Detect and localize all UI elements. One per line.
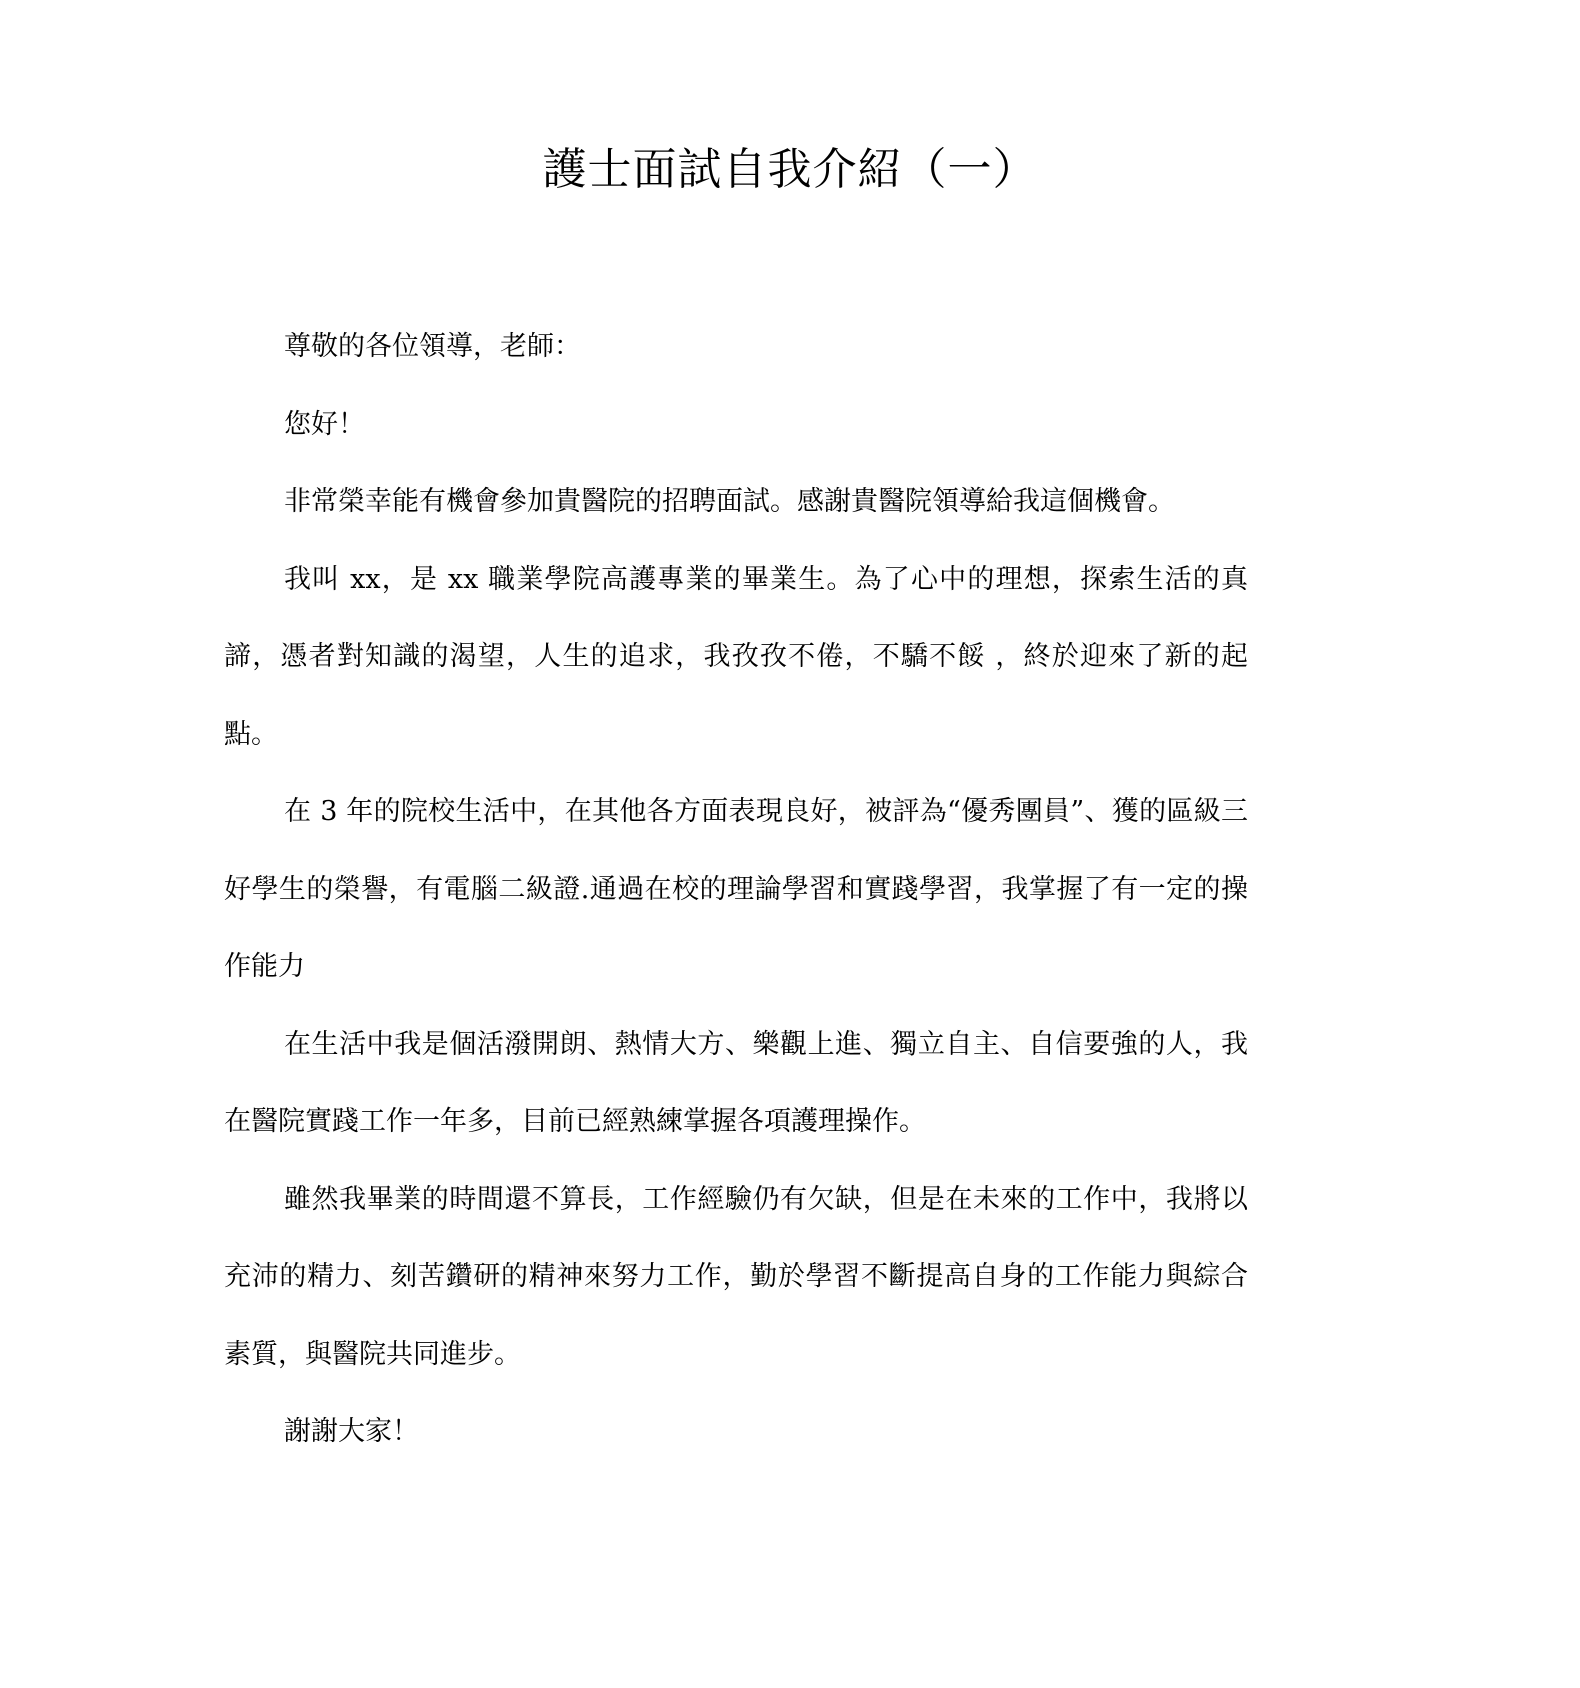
document-body	[224, 308, 1248, 1471]
salutation: 尊敬的各位領導，老師：	[284, 331, 581, 362]
paragraph-school-life: 在 3 年的院校生活中，在其他各方面表現良好，被評為“優秀團員”、獲的區級三好學生的榮譽，有電腦二級證.通過在校的理論學習和實踐學習，我掌握了有一定的操作能力	[224, 796, 1248, 982]
paragraph-personality: 在生活中我是個活潑開朗、熱情大方、樂觀上進、獨立自主、自信要強的人，我在醫院實踐工作一年多，目前已經熟練掌握各項護理操作。	[224, 1028, 1248, 1137]
closing-thanks: 謝謝大家！	[284, 1416, 419, 1447]
paragraph-future-commitment: 雖然我畢業的時間還不算長，工作經驗仍有欠缺，但是在未來的工作中，我將以充沛的精力、刻苦鑽研的精神來努力工作，勤於學習不斷提高自身的工作能力與綜合素質，與醫院共同進步。	[224, 1183, 1248, 1370]
document-title: 護士面試自我介紹（一）	[542, 144, 1038, 195]
paragraph-thanks-opportunity: 非常榮幸能有機會參加貴醫院的招聘面試。感謝貴醫院領導給我這個機會。	[284, 486, 1175, 517]
paragraph-introduction: 我叫 xx，是 xx 職業學院高護專業的畢業生。為了心中的理想，探索生活的真諦，憑者對知識的渴望，人生的追求，我孜孜不倦，不驕不餒 ，終於迎來了新的起點。	[224, 563, 1248, 750]
greeting: 您好！	[284, 408, 365, 440]
